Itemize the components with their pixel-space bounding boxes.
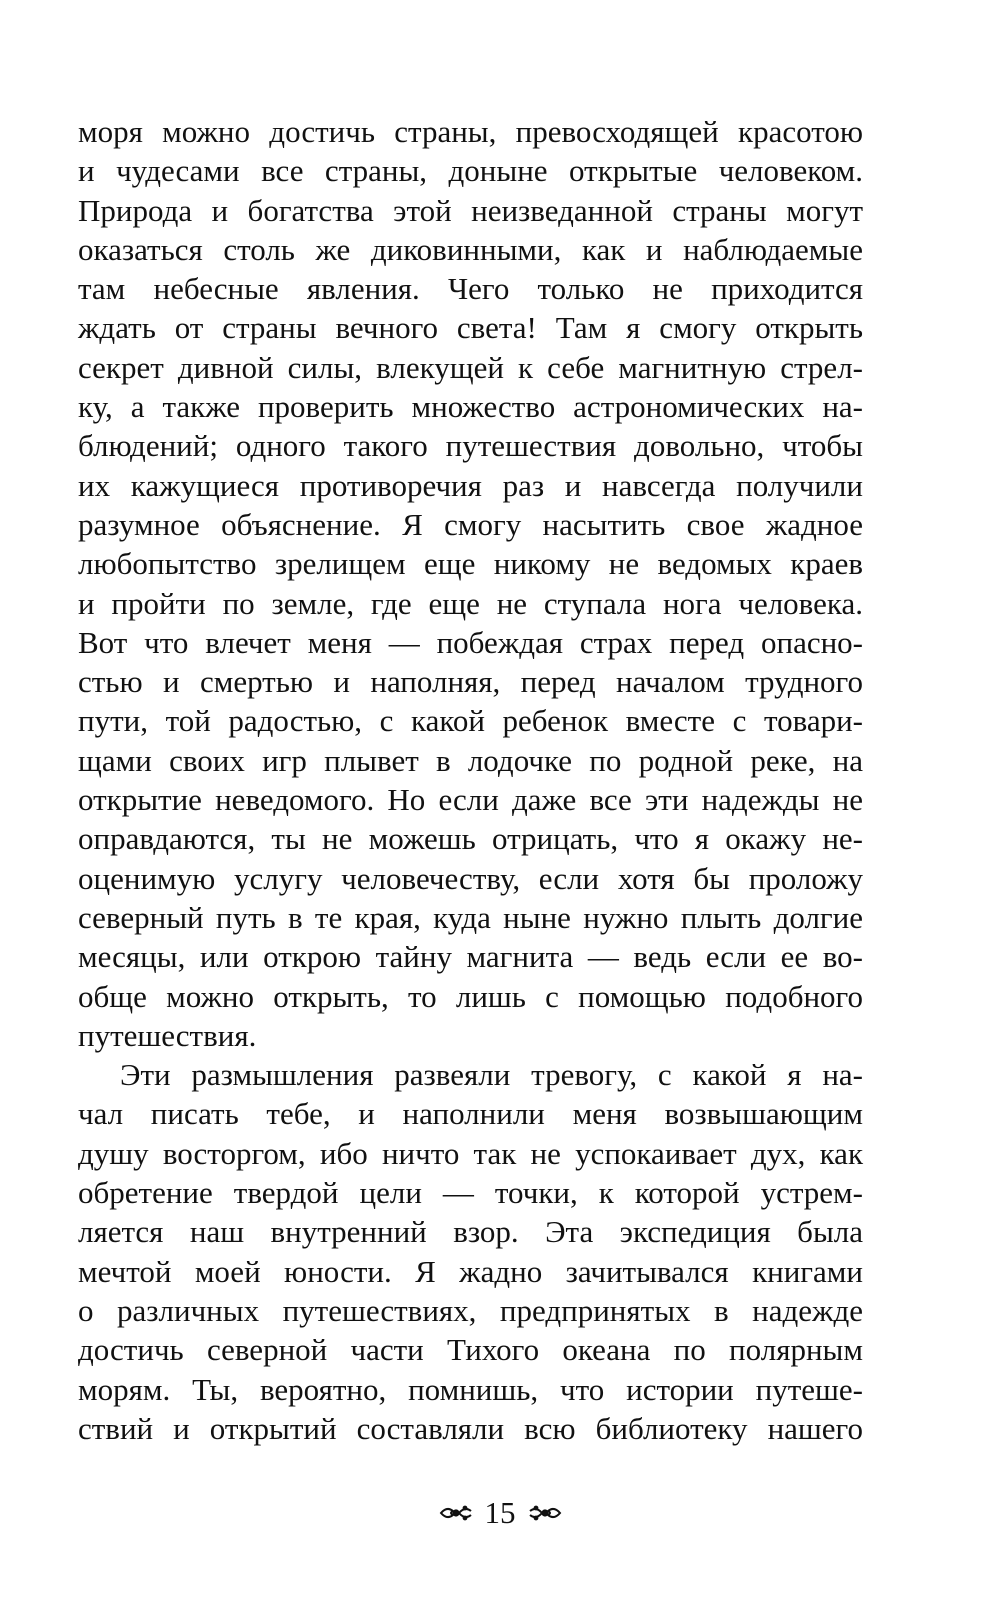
text-line: достичь северной части Тихого океана по полярным [78, 1332, 863, 1368]
text-line: северный путь в те края, куда ныне нужно плыть долгие [78, 899, 863, 935]
text-line: ждать от страны вечного света! Там я смогу открыть [78, 310, 863, 346]
text-line: морям. Ты, вероятно, помнишь, что истории путеше- [78, 1371, 863, 1407]
text-line: обретение твердой цели — точки, к которой устрем- [78, 1175, 863, 1211]
fleuron-ornament-icon [439, 1502, 473, 1524]
body-text [78, 112, 863, 1448]
text-line: о различных путешествиях, предпринятых в надежде [78, 1292, 863, 1328]
text-line: любопытство зрелищем еще никому не ведомых краев [78, 546, 863, 582]
fleuron-ornament-icon [528, 1502, 562, 1524]
text-line: душу восторгом, ибо ничто так не успокаивает дух, как [78, 1135, 863, 1171]
text-line: там небесные явления. Чего только не приходится [78, 271, 863, 307]
text-line: Природа и богатства этой неизведанной страны могут [78, 192, 863, 228]
text-line: стью и смертью и наполняя, перед началом трудного [78, 664, 863, 700]
text-line: месяцы, или открою тайну магнита — ведь если ее во- [78, 939, 863, 975]
text-line: оправдаются, ты не можешь отрицать, что я окажу не- [78, 821, 863, 857]
text-line: моря можно достичь страны, превосходящей красотою [78, 114, 863, 149]
text-line: секрет дивной силы, влекущей к себе магнитную стрел- [78, 349, 863, 385]
page-footer [0, 1493, 1000, 1533]
text-line: и чудесами все страны, доныне открытые человеком. [78, 153, 863, 189]
text-line: Вот что влечет меня — побеждая страх перед опасно- [78, 624, 863, 660]
text-line: щами своих игр плывет в лодочке по родной реке, на [78, 742, 863, 778]
paragraph-start-line: Эти размышления развеяли тревогу, с какой я на- [120, 1057, 863, 1093]
text-line: оказаться столь же диковинными, как и наблюдаемые [78, 231, 863, 267]
text-line: разумное объяснение. Я смогу насытить свое жадное [78, 506, 863, 542]
text-line: путешествия. [78, 1017, 257, 1053]
text-line: пути, той радостью, с какой ребенок вместе с товари- [78, 703, 863, 739]
text-line: открытие неведомого. Но если даже все эти надежды не [78, 782, 863, 818]
text-line: их кажущиеся противоречия раз и навсегда получили [78, 467, 863, 503]
text-line: блюдений; одного такого путешествия довольно, чтобы [78, 428, 863, 464]
text-line: чал писать тебе, и наполнили меня возвышающим [78, 1096, 863, 1132]
text-line: и пройти по земле, где еще не ступала нога человека. [78, 585, 863, 621]
text-line: ляется наш внутренний взор. Эта экспедиция была [78, 1214, 863, 1250]
text-line: оценимую услугу человечеству, если хотя бы проложу [78, 860, 863, 896]
text-line: мечтой моей юности. Я жадно зачитывался книгами [78, 1253, 863, 1289]
text-line: обще можно открыть, то лишь с помощью подобного [78, 978, 863, 1014]
text-line: ку, а также проверить множество астрономических на- [78, 389, 863, 425]
text-line: ствий и открытий составляли всю библиотеку нашего [78, 1410, 863, 1446]
page-number: 15 [484, 1495, 516, 1530]
